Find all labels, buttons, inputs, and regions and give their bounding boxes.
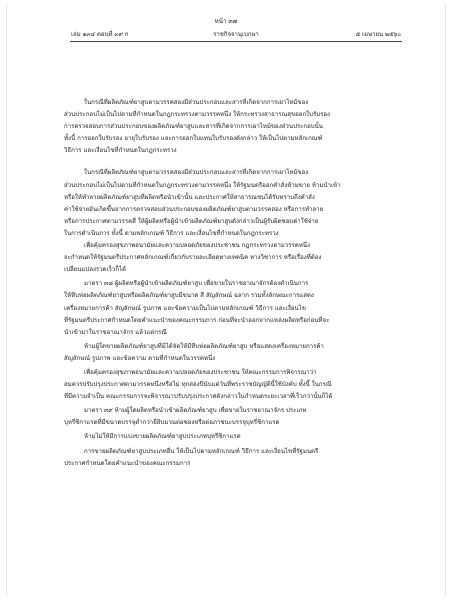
text-line: ห้ามผู้ใดขายผลิตภัณฑ์ยาสูบที่มิได้จัดให้มีหีบห่อผลิตภัณฑ์ยาสูบ หรือแสดงเครื่องหมายการค้า xyxy=(84,342,324,350)
text-line: ทั้งนี้ การออกใบรับรอง อายุใบรับรอง และการออกใบแทนใบรับรองดังกล่าว ให้เป็นไปตามหลักเกณฑ์ xyxy=(64,135,323,143)
paragraph xyxy=(64,240,408,276)
text-line: ค่าใช้จ่ายอันเกิดขึ้นจากการตรวจสอบส่วนประกอบของผลิตภัณฑ์ยาสูบตามวรรคสอง หรือการทำลาย xyxy=(64,205,324,213)
text-line: สัญลักษณ์ รูปภาพ และข้อความ ตามที่กำหนดในวรรคหนึ่ง xyxy=(64,354,216,362)
text-line: บุหรี่ซิกาแรตที่มีขนาดบรรจุต่ำกว่ายี่สิบมวนต่อซองหรือต่อภาชนะบรรจุบุหรี่ซิกาแรต xyxy=(64,419,280,427)
text-line: จะกำหนดให้รัฐมนตรีประกาศหลักเกณฑ์เกี่ยวกับรายละเอียดทางเทคนิค ทางวิชาการ หรือเรื่องที่ต้อง xyxy=(64,254,322,262)
text-line: มาตรา ๓๙ ห้ามผู้ใดผลิตหรือนำเข้าผลิตภัณฑ์ยาสูบ เพื่อขายในราชอาณาจักร ประเภท xyxy=(84,407,307,415)
text-line: นำเข้ามาในราชอาณาจักร แล้วแต่กรณี xyxy=(64,328,167,336)
text-line: หรือให้ทำลายผลิตภัณฑ์ยาสูบที่ผลิตหรือนำเข้านั้น และประกาศให้สาธารณชนได้รับทราบถึงคำสั่ง xyxy=(64,193,315,201)
text-line: เปลี่ยนแปลงรวดเร็วก็ได้ xyxy=(64,266,127,274)
text-line: สมควรปรับปรุงประกาศตามวรรคหนึ่งหรือไม่ ทุกสองปีนับแต่วันที่พระราชบัญญัตินี้ใช้บังคับ ทั้งนี้ ในกรณี xyxy=(64,381,332,389)
publication-title: ราชกิจจานุเบกษา xyxy=(213,31,259,38)
text-line: เพื่อคุ้มครองสุขภาพอนามัยและความปลอดภัยของประชาชน ให้คณะกรรมการพิจารณาว่า xyxy=(84,368,317,376)
gazette-header xyxy=(71,30,401,40)
publication-date: ๕ เมษายน ๒๕๖๐ xyxy=(355,31,401,38)
paragraph xyxy=(64,167,408,240)
header-divider xyxy=(70,41,402,42)
text-line: ประกาศกำหนดโดยคำแนะนำของคณะกรรมการ xyxy=(64,459,191,467)
text-line: ให้หีบห่อผลิตภัณฑ์ยาสูบหรือผลิตภัณฑ์ยาสูบมีขนาด สี สัญลักษณ์ ฉลาก รวมทั้งลักษณะการแสดง xyxy=(64,292,314,300)
paragraph xyxy=(64,405,408,429)
paragraph xyxy=(64,367,408,403)
text-line: เพื่อคุ้มครองสุขภาพอนามัยและความปลอดภัยของประชาชน กฎกระทรวงตามวรรคหนึ่ง xyxy=(84,242,311,250)
text-line: วิธีการ และเงื่อนไขที่กำหนดในกฎกระทรวง xyxy=(64,147,177,155)
page-number: หน้า ๓๗ xyxy=(214,18,238,25)
text-line: ส่วนประกอบไม่เป็นไปตามที่กำหนดในกฎกระทรวงตามวรรคหนึ่ง ให้รัฐมนตรีออกคำสั่งห้ามขาย ห้ามนำเข้า xyxy=(64,181,341,189)
text-line: การขายผลิตภัณฑ์ยาสูบประเภทอื่น ให้เป็นไปตามหลักเกณฑ์ วิธีการ และเงื่อนไขที่รัฐมนตรี xyxy=(84,447,319,455)
text-line: ในกรณีที่ผลิตภัณฑ์ยาสูบตามวรรคสองมีส่วนประกอบและสารที่เกิดจากการเผาไหม้ของ xyxy=(84,99,309,106)
text-line: เครื่องหมายการค้า สัญลักษณ์ รูปภาพ และข้อความเป็นไปตามหลักเกณฑ์ วิธีการ และเงื่อนไข xyxy=(64,304,306,312)
document-body xyxy=(64,97,408,470)
text-line: หรือการประกาศตามวรรคสี่ ให้ผู้ผลิตหรือผู้นำเข้าผลิตภัณฑ์ยาสูบดังกล่าวเป็นผู้รับผิดชอบค่าใช้จ่าย xyxy=(64,217,319,225)
paragraph xyxy=(64,278,408,338)
text-line: มาตรา ๓๘ ผู้ผลิตหรือผู้นำเข้าผลิตภัณฑ์ยาสูบ เพื่อขายในราชอาณาจักรต้องดำเนินการ xyxy=(84,280,309,288)
text-line: ห้ามไม่ให้มีการแบ่งขายผลิตภัณฑ์ยาสูบประเภทบุหรี่ซิกาแรต xyxy=(84,433,241,441)
text-line: ในการดำเนินการ ทั้งนี้ ตามหลักเกณฑ์ วิธีการ และเงื่อนไขที่กำหนดในกฎกระทรวง xyxy=(64,229,279,237)
paragraph xyxy=(64,97,408,157)
text-line: ในกรณีที่ผลิตภัณฑ์ยาสูบตามวรรคสองมีส่วนประกอบและสารที่เกิดจากการเผาไหม้ของ xyxy=(84,169,309,177)
text-line: ส่วนประกอบไม่เป็นไปตามที่กำหนดในกฎกระทรวงตามวรรคหนึ่ง ให้กระทรวงสาธารณสุขออกใบรับรอง xyxy=(64,111,331,119)
text-line: ที่มีความจำเป็น คณะกรรมการจะพิจารณาปรับปรุงประกาศดังกล่าวในกำหนดระยะเวลาที่เร็วกว่านั้นก็ได้ xyxy=(64,393,333,401)
paragraph xyxy=(64,446,408,470)
text-line: ที่รัฐมนตรีประกาศกำหนดโดยคำแนะนำของคณะกรรมการ ก่อนที่จะนำออกจากแหล่งผลิตหรือก่อนที่จะ xyxy=(64,316,330,324)
paragraph-gap xyxy=(64,157,408,167)
paragraph xyxy=(64,431,408,443)
paragraph xyxy=(64,341,408,365)
text-line: การตรวจสอบการส่วนประกอบของผลิตภัณฑ์ยาสูบและสารที่เกิดจากการเผาไหม้ของส่วนประกอบนั้น xyxy=(64,123,323,131)
volume-label: เล่ม ๑๓๔ ตอนที่ ๓๙ ก xyxy=(71,31,129,38)
